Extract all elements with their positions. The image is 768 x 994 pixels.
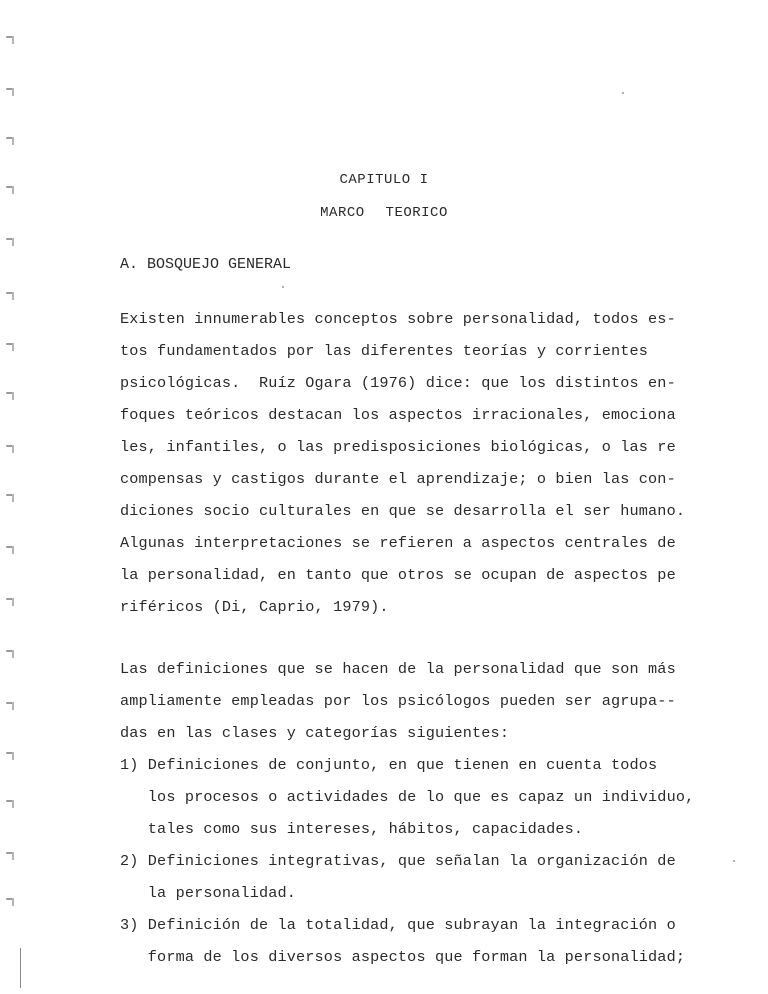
scan-speck [282,286,284,288]
binding-mark [6,137,14,139]
binding-mark [6,445,14,447]
text-line: das en las clases y categorías siguientes: [120,724,510,742]
text-line: tos fundamentados por las diferentes teorías y corrientes [120,342,649,360]
list-item: 2) Definiciones integrativas, que señalan la organización de [120,852,676,870]
text-line: foques teóricos destacan los aspectos irracionales, emociona [120,406,676,424]
text-line: compensas y castigos durante el aprendizaje; o bien las con- [120,470,676,488]
binding-mark [6,800,14,802]
text-line: Las definiciones que se hacen de la personalidad que son más [120,660,676,678]
text-line: la personalidad, en tanto que otros se ocupan de aspectos pe [120,566,676,584]
binding-mark [6,650,14,652]
list-item-continuation: forma de los diversos aspectos que forman la personalidad; [120,948,686,966]
text-line: psicológicas. Ruíz Ogara (1976) dice: que los distintos en- [120,374,676,392]
text-line: riféricos (Di, Caprio, 1979). [120,598,389,616]
text-line: diciones socio culturales en que se desarrolla el ser humano. [120,502,686,520]
binding-mark [6,702,14,704]
list-item-continuation: los procesos o actividades de lo que es capaz un individuo, [120,788,695,806]
binding-mark [6,343,14,345]
scan-speck [733,860,735,862]
binding-mark [6,36,14,38]
binding-mark [6,88,14,90]
binding-mark [6,898,14,900]
section-heading: A. BOSQUEJO GENERAL [120,256,292,273]
margin-line [20,948,21,988]
scan-speck [622,92,624,94]
binding-mark [6,494,14,496]
list-item-continuation: la personalidad. [120,884,297,902]
binding-mark [6,546,14,548]
chapter-subtitle: MARCO TEORICO [320,205,448,221]
binding-mark [6,292,14,294]
binding-mark [6,752,14,754]
chapter-title: CAPITULO I [339,172,429,188]
binding-mark [6,238,14,240]
list-item: 1) Definiciones de conjunto, en que tienen en cuenta todos [120,756,658,774]
list-item-continuation: tales como sus intereses, hábitos, capacidades. [120,820,584,838]
text-line: Existen innumerables conceptos sobre personalidad, todos es- [120,310,676,328]
text-line: Algunas interpretaciones se refieren a aspectos centrales de [120,534,676,552]
binding-mark [6,598,14,600]
text-line: les, infantiles, o las predisposiciones biológicas, o las re [120,438,676,456]
binding-mark [6,392,14,394]
binding-mark [6,852,14,854]
text-line: ampliamente empleadas por los psicólogos pueden ser agrupa-- [120,692,676,710]
list-item: 3) Definición de la totalidad, que subrayan la integración o [120,916,676,934]
